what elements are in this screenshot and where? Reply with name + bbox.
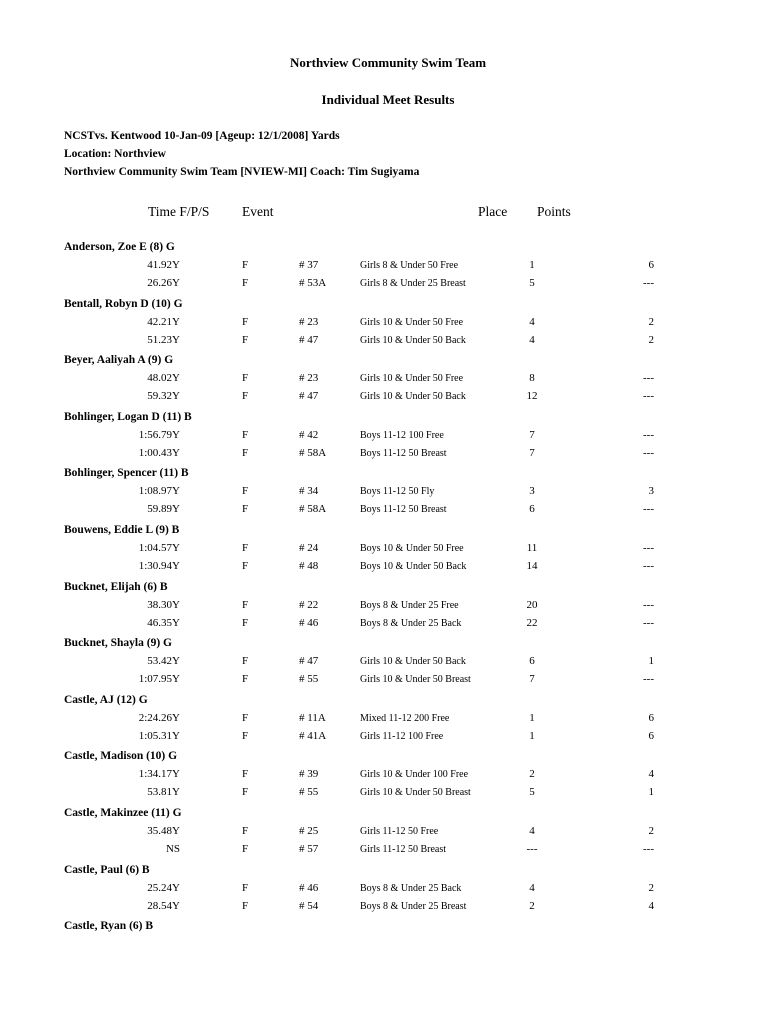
event-number: # 55 [299,786,319,799]
result-row [0,655,768,673]
event-name: Boys 11-12 50 Breast [360,504,447,516]
swim-fps: F [242,711,249,724]
swim-fps: F [242,390,249,403]
event-name: Boys 10 & Under 50 Free [360,542,464,554]
event-number: # 42 [299,428,319,441]
event-number: # 22 [299,598,319,611]
result-row [0,730,768,748]
event-number: # 54 [299,899,319,912]
event-number: # 53A [299,277,327,289]
swim-fps: F [242,446,249,459]
swim-fps: F [242,259,249,271]
event-name: Girls 10 & Under 100 Free [360,769,469,781]
athlete-block [0,747,768,804]
result-row [0,334,768,352]
result-row [0,447,768,465]
swim-place: 2 [529,899,535,912]
result-row [0,429,768,447]
swim-place: 2 [529,768,535,781]
column-header-points: Points [537,204,571,219]
result-row [0,316,768,334]
swim-fps: F [242,315,249,328]
swim-points: --- [643,673,654,686]
swim-time: 59.89Y [147,503,180,516]
event-name: Girls 10 & Under 50 Breast [360,787,471,799]
swim-place: 1 [529,259,535,271]
event-number: # 23 [299,315,319,328]
swim-place: 5 [529,277,535,289]
swim-place: --- [526,842,538,855]
swim-time: 25.24Y [147,881,180,894]
event-name: Girls 11-12 50 Breast [360,843,447,855]
athlete-block [0,408,768,465]
swim-fps: F [242,372,249,385]
swim-points: 4 [648,768,654,781]
swim-points: 1 [648,786,654,799]
event-number: # 46 [299,616,319,629]
result-row [0,503,768,521]
swim-points: --- [643,842,654,855]
athlete-name: Castle, AJ (12) G [64,693,148,706]
event-name: Girls 11-12 50 Free [360,825,439,837]
athlete-block [0,521,768,578]
swim-time: 59.32Y [147,390,180,403]
event-name: Boys 11-12 50 Fly [360,486,435,498]
event-name: Boys 8 & Under 25 Free [360,599,459,611]
athlete-name: Castle, Ryan (6) B [64,920,154,933]
swim-points: --- [643,428,654,441]
result-row [0,673,768,691]
event-name: Boys 11-12 100 Free [360,429,444,441]
swim-time: 53.81Y [147,786,180,799]
swim-time: 38.30Y [147,598,180,611]
column-header-place: Place [478,204,508,219]
swim-place: 4 [529,315,535,328]
result-row [0,599,768,617]
swim-time: 1:05.31Y [138,729,180,742]
event-number: # 58A [299,446,327,459]
swim-place: 7 [529,446,535,459]
event-name: Girls 8 & Under 50 Free [360,260,459,271]
event-name: Girls 10 & Under 50 Back [360,391,466,403]
result-row [0,542,768,560]
result-row [0,786,768,804]
event-number: # 47 [299,333,319,346]
result-row [0,843,768,861]
event-number: # 25 [299,824,319,837]
athlete-name: Beyer, Aaliyah A (9) G [64,354,174,367]
swim-place: 12 [526,390,538,403]
report-subtitle: Individual Meet Results [321,92,455,107]
swim-fps: F [242,503,249,516]
swim-points: 6 [648,259,654,271]
event-number: # 41A [299,729,327,742]
swim-time: 1:30.94Y [138,559,180,572]
swim-place: 3 [529,485,535,498]
swim-fps: F [242,729,249,742]
swim-fps: F [242,655,249,668]
athlete-name: Bucknet, Shayla (9) G [64,637,172,650]
result-row [0,825,768,843]
event-name: Boys 11-12 50 Breast [360,447,447,459]
swim-fps: F [242,277,249,289]
swim-time: 35.48Y [147,824,180,837]
swim-place: 7 [529,428,535,441]
event-name: Girls 10 & Under 50 Breast [360,674,471,686]
swim-place: 5 [529,786,535,799]
swim-points: 2 [648,824,654,837]
athlete-name: Bentall, Robyn D (10) G [64,297,183,310]
swim-fps: F [242,541,249,554]
swim-points: --- [643,372,654,385]
athlete-block [0,238,768,295]
swim-points: --- [643,559,654,572]
event-name: Mixed 11-12 200 Free [360,712,450,724]
event-name: Girls 10 & Under 50 Back [360,656,466,668]
event-name: Boys 8 & Under 25 Back [360,617,462,629]
event-number: # 47 [299,390,319,403]
event-number: # 39 [299,768,319,781]
result-row [0,882,768,900]
swim-place: 1 [529,729,535,742]
swim-place: 4 [529,881,535,894]
swim-place: 22 [526,616,538,629]
swim-points: 2 [648,333,654,346]
result-row [0,259,768,277]
swim-time: 2:24.26Y [138,711,180,724]
swim-points: 1 [648,655,654,668]
athlete-block [0,295,768,352]
swim-place: 20 [526,598,538,611]
athlete-block [0,464,768,521]
column-header-event: Event [242,204,274,219]
result-row [0,277,768,295]
athlete-name: Bohlinger, Spencer (11) B [64,467,189,480]
swim-points: --- [643,390,654,403]
athlete-block [0,351,768,408]
swim-fps: F [242,768,249,781]
swim-fps: F [242,824,249,837]
swim-place: 4 [529,333,535,346]
swim-points: --- [643,446,654,459]
swim-time: 41.92Y [147,259,180,271]
swim-time: 1:00.43Y [138,446,180,459]
swim-time: 26.26Y [147,277,180,289]
result-row [0,485,768,503]
swim-fps: F [242,842,249,855]
athlete-block [0,917,768,974]
athlete-name: Castle, Paul (6) B [64,863,150,876]
event-number: # 24 [299,541,319,554]
event-number: # 58A [299,503,327,516]
location-line: Location: Northview [64,148,166,160]
athlete-block [0,578,768,635]
event-name: Girls 8 & Under 25 Breast [360,278,466,289]
event-number: # 57 [299,842,319,855]
swim-points: 6 [648,729,654,742]
meet-info-line: NCSTvs. Kentwood 10-Jan-09 [Ageup: 12/1/2008] Yards [64,130,340,142]
swim-points: 2 [648,881,654,894]
event-name: Girls 11-12 100 Free [360,730,444,742]
swim-points: 2 [648,315,654,328]
event-name: Girls 10 & Under 50 Free [360,373,464,385]
event-name: Boys 10 & Under 50 Back [360,560,467,572]
swim-time: 1:04.57Y [138,541,180,554]
swim-time: 1:34.17Y [138,768,180,781]
athlete-name: Castle, Makinzee (11) G [64,806,182,819]
swim-time: 51.23Y [147,333,180,346]
swim-time: 28.54Y [147,899,180,912]
event-number: # 55 [299,673,319,686]
event-number: # 37 [299,259,319,271]
result-row [0,390,768,408]
event-number: # 48 [299,559,319,572]
swim-time: 1:07.95Y [138,673,180,686]
result-row [0,900,768,918]
event-number: # 11A [299,711,326,724]
swim-place: 1 [529,711,535,724]
athlete-name: Anderson, Zoe E (8) G [64,241,175,253]
event-name: Girls 10 & Under 50 Back [360,334,466,346]
event-number: # 47 [299,655,319,668]
athlete-block [0,634,768,691]
swim-time: 1:08.97Y [138,485,180,498]
swim-place: 4 [529,824,535,837]
athlete-block [0,804,768,861]
swim-fps: F [242,786,249,799]
result-row [0,617,768,635]
swim-fps: F [242,616,249,629]
swim-fps: F [242,673,249,686]
result-row [0,768,768,786]
swim-time: 48.02Y [147,372,180,385]
athlete-name: Bohlinger, Logan D (11) B [64,410,192,423]
team-coach-line: Northview Community Swim Team [NVIEW-MI] Coach: Tim Sugiyama [64,166,420,178]
swim-fps: F [242,899,249,912]
event-number: # 34 [299,485,319,498]
swim-points: --- [643,503,654,516]
athlete-name: Castle, Madison (10) G [64,750,178,763]
swim-fps: F [242,333,249,346]
swim-fps: F [242,598,249,611]
swim-fps: F [242,559,249,572]
swim-time: 46.35Y [147,616,180,629]
event-number: # 23 [299,372,319,385]
swim-fps: F [242,881,249,894]
swim-time: 53.42Y [147,655,180,668]
swim-fps: F [242,485,249,498]
event-name: Boys 8 & Under 25 Back [360,882,462,894]
result-row [0,560,768,578]
swim-time: 1:56.79Y [138,428,180,441]
athlete-name: Bouwens, Eddie L (9) B [64,523,180,536]
report-title: Northview Community Swim Team [289,55,487,70]
swim-place: 14 [526,559,538,572]
swim-fps: F [242,428,249,441]
athlete-name: Bucknet, Elijah (6) B [64,580,168,593]
swim-place: 7 [529,673,535,686]
swim-time: 42.21Y [147,315,180,328]
swim-points: --- [643,541,654,554]
swim-points: --- [643,277,654,289]
athlete-block [0,861,768,918]
swim-points: 3 [648,485,654,498]
athlete-block [0,691,768,748]
result-row [0,712,768,730]
swim-points: 4 [648,899,654,912]
swim-points: 6 [648,711,654,724]
event-name: Boys 8 & Under 25 Breast [360,900,467,912]
swim-points: --- [643,616,654,629]
swim-place: 6 [529,503,535,516]
swim-place: 6 [529,655,535,668]
swim-place: 11 [526,541,538,554]
result-row [0,372,768,390]
column-header-time: Time F/P/S [148,204,210,219]
results-list [0,238,768,974]
event-number: # 46 [299,881,319,894]
swim-place: 8 [529,372,535,385]
event-name: Girls 10 & Under 50 Free [360,316,464,328]
swim-points: --- [643,598,654,611]
swim-time: NS [165,842,180,855]
